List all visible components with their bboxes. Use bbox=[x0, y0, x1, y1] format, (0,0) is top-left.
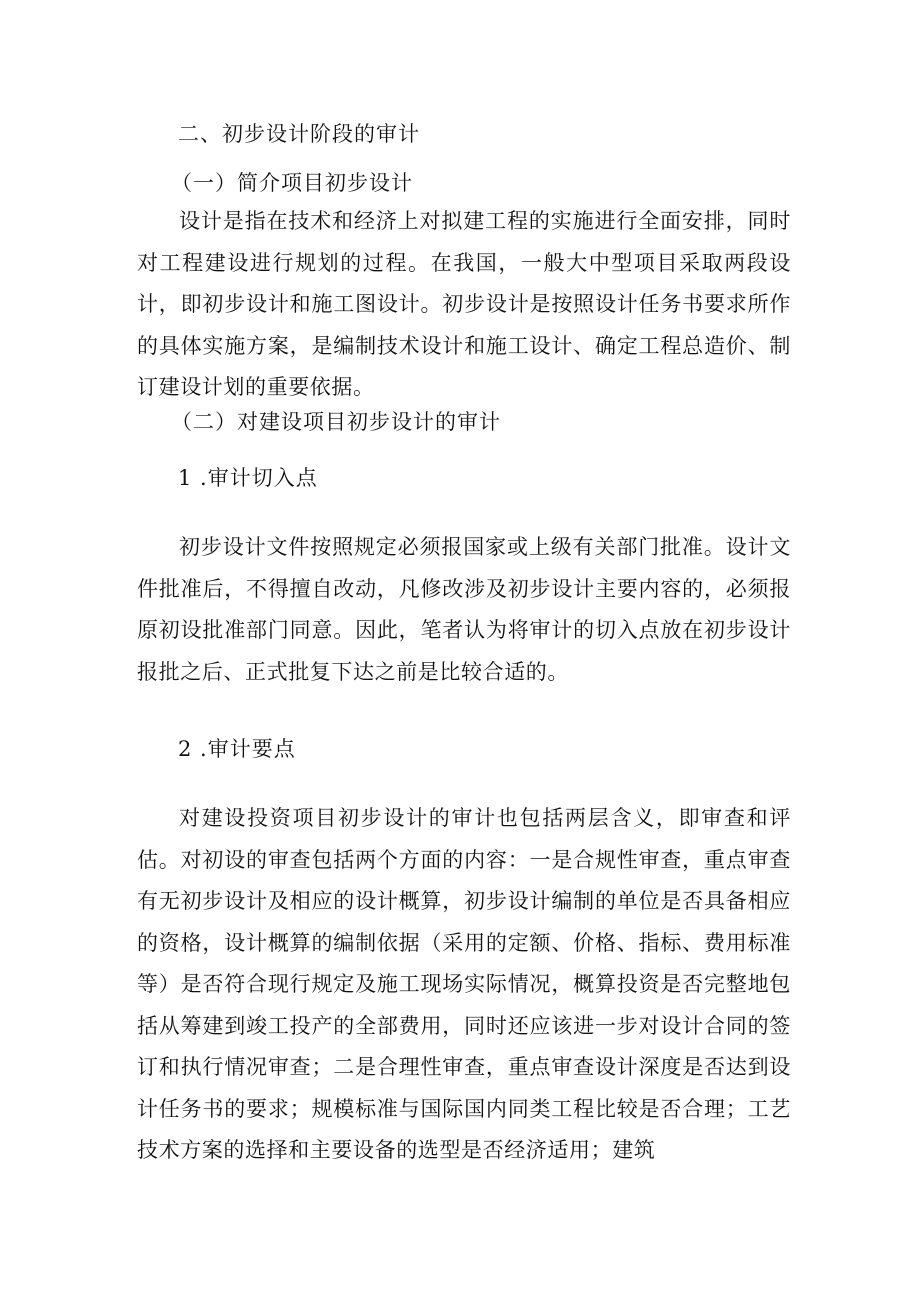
item-heading-key-points: 2 .审计要点 bbox=[178, 737, 296, 761]
entry-point-paragraph: 初步设计文件按照规定必须报国家或上级有关部门批准。设计文件批准后，不得擅自改动，凡修改涉及初步设计主要内容的，必须报原初设批准部门同意。因此，笔者认为将审计的切入点放在初步设计报批之后、正式批复下达之前是比较合适的。 bbox=[137, 535, 791, 684]
subsection-heading-audit: （二）对建设项目初步设计的审计 bbox=[171, 410, 501, 434]
key-points-paragraph: 对建设投资项目初步设计的审计也包括两层含义，即审查和评估。对初设的审查包括两个方面的内容：一是合规性审查，重点审查有无初步设计及相应的设计概算，初步设计编制的单位是否具备相应的资格，设计概算的编制依据（采用的定额、价格、指标、费用标准等）是否符合现行规定及施工现场实际情况，概算投资是否完整地包括从筹建到竣工投产的全部费用，同时还应该进一步对设计合同的签订和执行情况审查；二是合理性审查，重点审查设计深度是否达到设计任务书的要求；规模标准与国际国内同类工程比较是否合理；工艺技术方案的选择和主要设备的选型是否经济适用；建筑 bbox=[137, 806, 791, 1162]
subsection-heading-intro: （一）简介项目初步设计 bbox=[171, 171, 413, 195]
intro-paragraph: 设计是指在技术和经济上对拟建工程的实施进行全面安排，同时对工程建设进行规划的过程。在我国，一般大中型项目采取两段设计，即初步设计和施工图设计。初步设计是按照设计任务书要求所作的具体实施方案，是编制技术设计和施工设计、确定工程总造价、制订建设计划的重要依据。 bbox=[137, 209, 791, 399]
item-heading-entry-point: 1 .审计切入点 bbox=[178, 466, 318, 490]
section-heading: 二、初步设计阶段的审计 bbox=[178, 122, 420, 146]
